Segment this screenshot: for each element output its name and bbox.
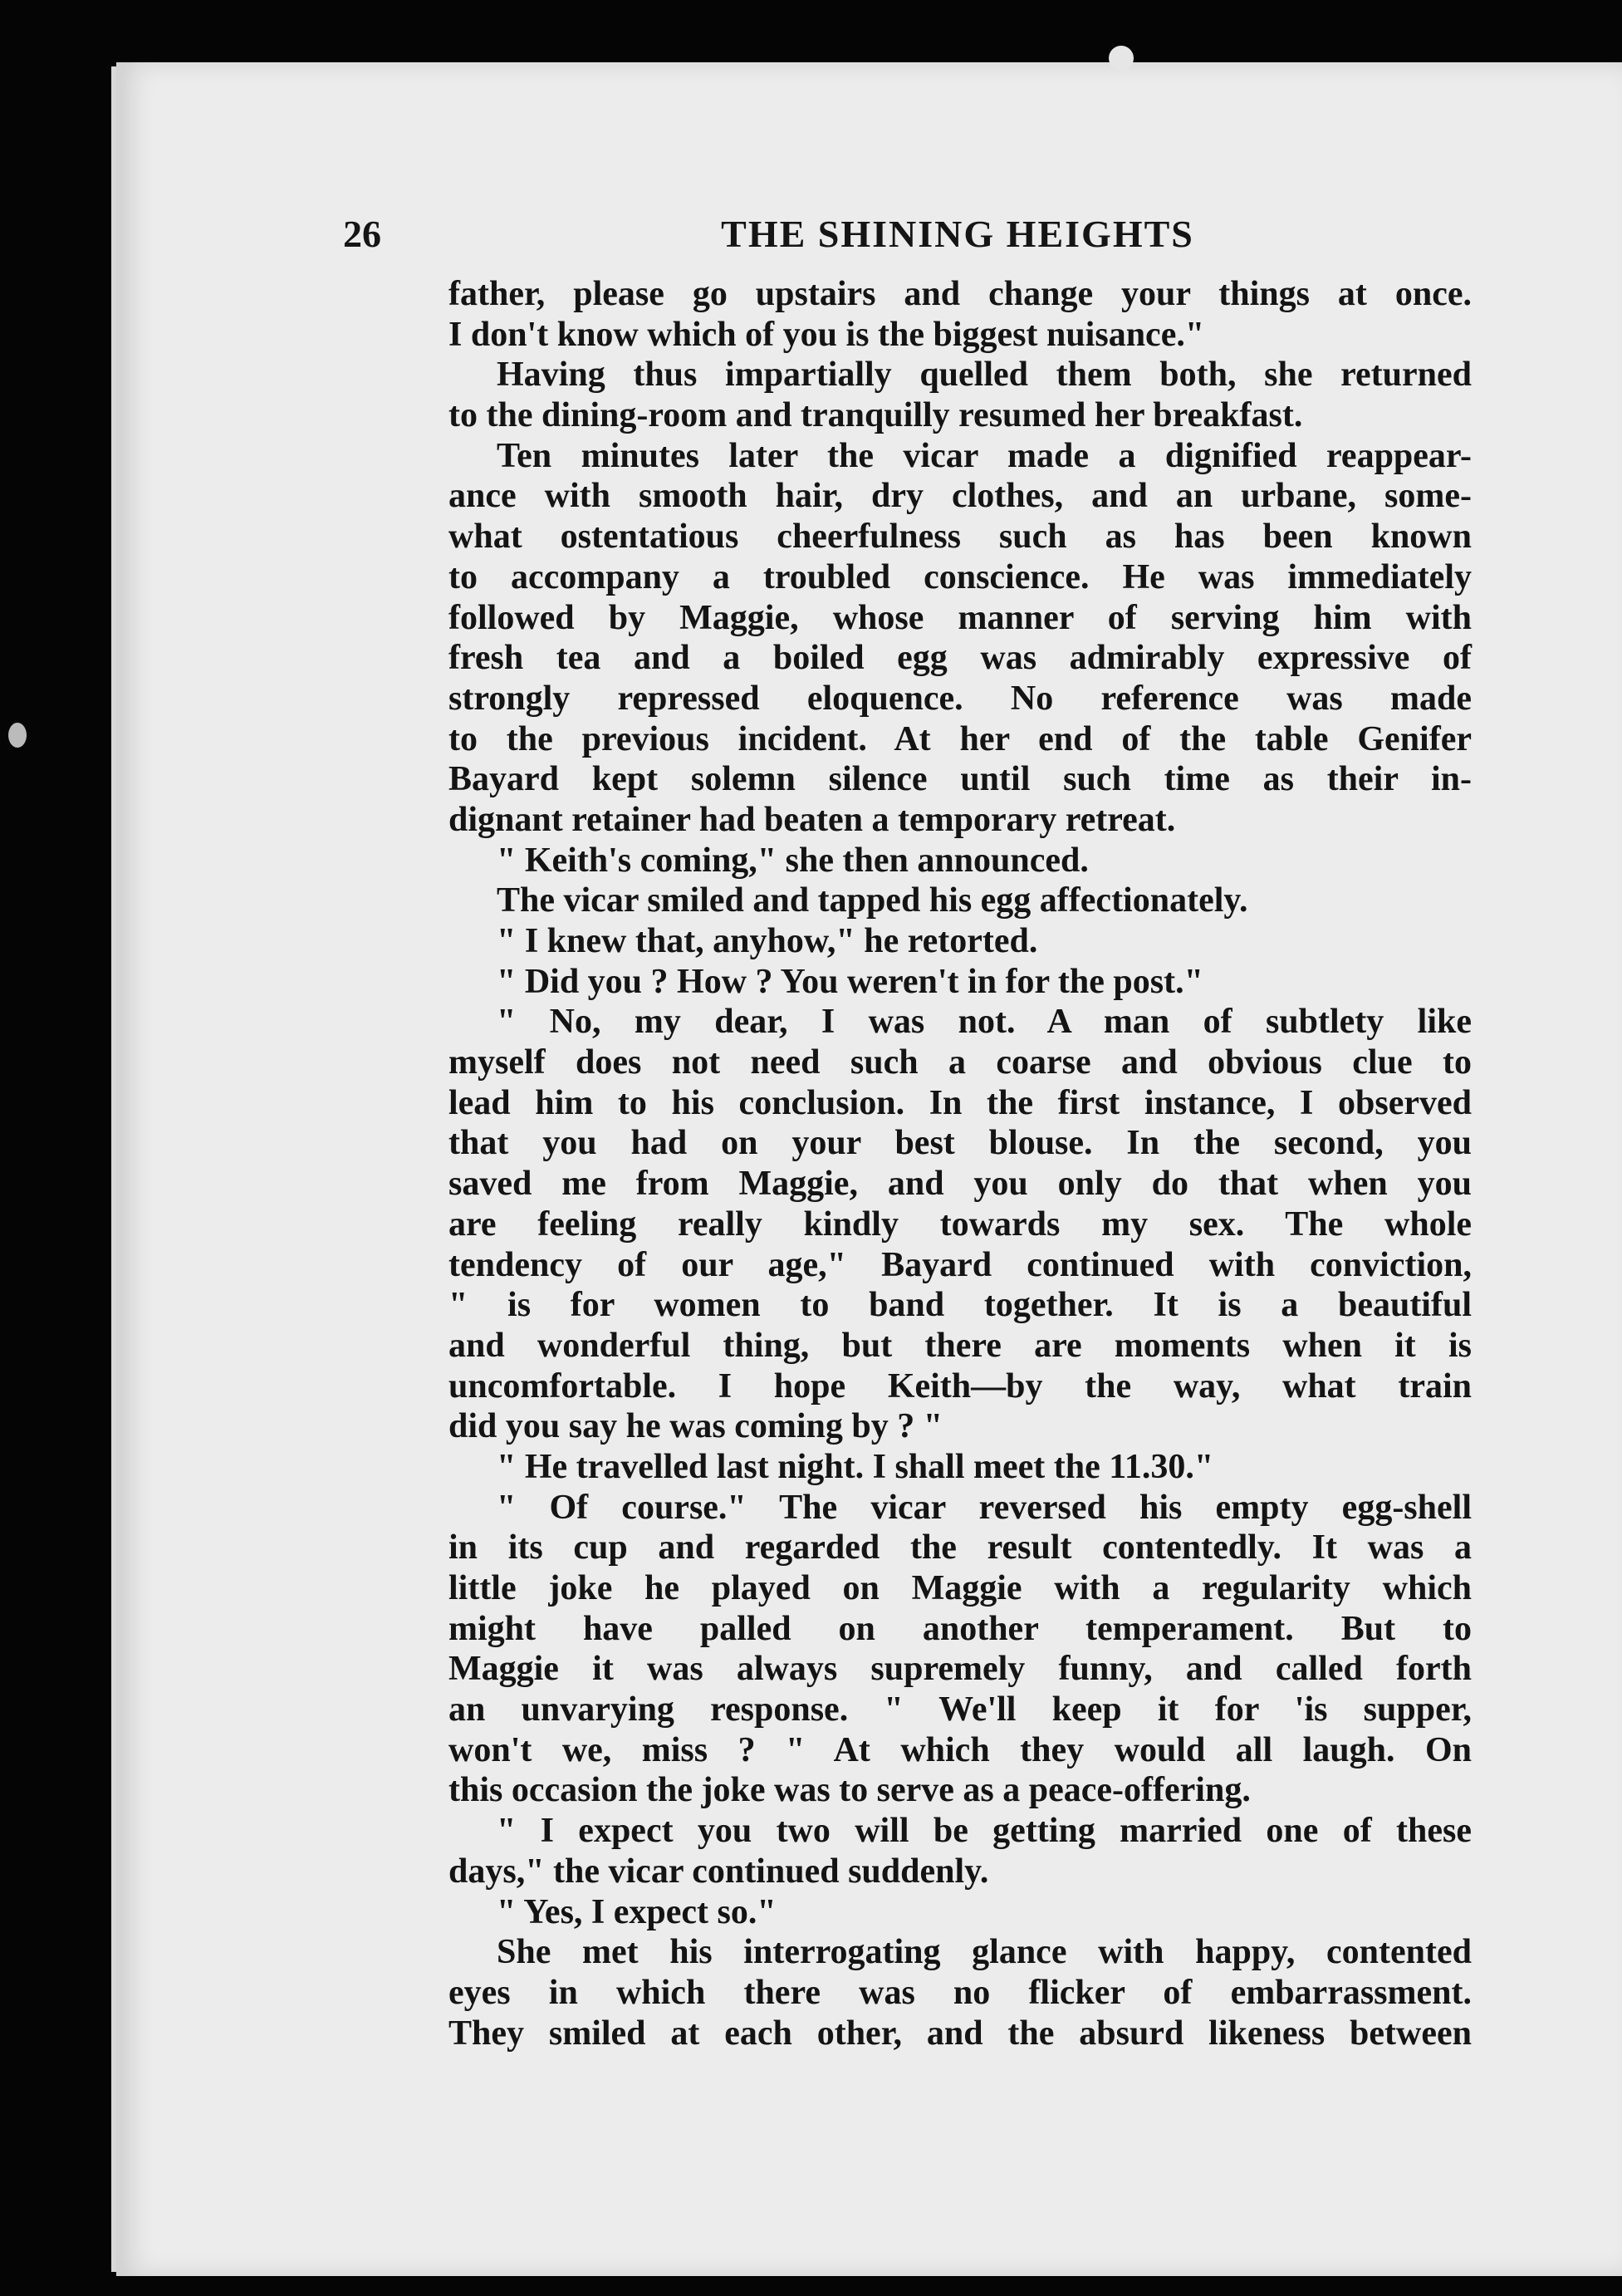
text-line: " Of course." The vicar reversed his empty egg-shell bbox=[497, 1488, 1472, 1527]
text-line: " I knew that, anyhow," he retorted. bbox=[497, 922, 1038, 960]
text-line: eyes in which there was no flicker of embarrassment. bbox=[448, 1973, 1472, 2012]
text-line: and wonderful thing, but there are moments when it is bbox=[448, 1326, 1472, 1365]
text-line: " is for women to band together. It is a beautiful bbox=[448, 1286, 1472, 1325]
text-line: " He travelled last night. I shall meet the 11.30." bbox=[497, 1447, 1214, 1486]
text-line: strongly repressed eloquence. No reference was made bbox=[448, 679, 1472, 718]
text-line: to accompany a troubled conscience. He was immediately bbox=[448, 557, 1472, 596]
text-line: followed by Maggie, whose manner of serving him with bbox=[448, 598, 1472, 637]
body-text bbox=[448, 274, 1472, 2053]
text-line: Bayard kept solemn silence until such time as their in- bbox=[448, 760, 1472, 799]
text-line: " Yes, I expect so." bbox=[497, 1892, 777, 1931]
text-line: I don't know which of you is the biggest nuisance." bbox=[448, 315, 1205, 354]
text-line: days," the vicar continued suddenly. bbox=[448, 1852, 989, 1891]
text-line: " No, my dear, I was not. A man of subtlety like bbox=[497, 1003, 1472, 1042]
text-line: saved me from Maggie, and you only do that when you bbox=[448, 1165, 1472, 1204]
text-line: in its cup and regarded the result contentedly. It was a bbox=[448, 1528, 1472, 1567]
text-line: They smiled at each other, and the absurd likeness between bbox=[448, 2014, 1472, 2053]
text-line: lead him to his conclusion. In the first instance, I observed bbox=[448, 1083, 1472, 1122]
text-line: myself does not need such a coarse and obvious clue to bbox=[448, 1043, 1472, 1082]
page-number: 26 bbox=[343, 213, 381, 255]
scan-speck bbox=[8, 723, 27, 748]
text-line: might have palled on another temperament. But to bbox=[448, 1609, 1472, 1648]
text-line: Ten minutes later the vicar made a dignified reappear- bbox=[497, 436, 1472, 475]
text-line: Maggie it was always supremely funny, and called forth bbox=[448, 1650, 1472, 1689]
text-line: Having thus impartially quelled them both, she returned bbox=[497, 356, 1472, 395]
scan-speck bbox=[1109, 46, 1134, 71]
text-line: what ostentatious cheerfulness such as has been known bbox=[448, 518, 1472, 557]
text-line: little joke he played on Maggie with a regularity which bbox=[448, 1569, 1472, 1607]
running-head: THE SHINING HEIGHTS bbox=[721, 213, 1194, 255]
text-line: ance with smooth hair, dry clothes, and an urbane, some- bbox=[448, 477, 1472, 516]
text-line: an unvarying response. " We'll keep it for 'is supper, bbox=[448, 1690, 1472, 1729]
text-line: fresh tea and a boiled egg was admirably expressive of bbox=[448, 639, 1472, 678]
text-line: won't we, miss ? " At which they would all laugh. On bbox=[448, 1730, 1472, 1769]
text-line: " Keith's coming," she then announced. bbox=[497, 841, 1089, 880]
text-line: dignant retainer had beaten a temporary retreat. bbox=[448, 800, 1176, 839]
text-line: did you say he was coming by ? " bbox=[448, 1407, 943, 1446]
text-line: She met his interrogating glance with happy, contented bbox=[497, 1933, 1472, 1972]
text-line: this occasion the joke was to serve as a peace-offering. bbox=[448, 1771, 1251, 1810]
text-line: uncomfortable. I hope Keith—by the way, what train bbox=[448, 1366, 1472, 1406]
text-line: are feeling really kindly towards my sex. The whole bbox=[448, 1204, 1472, 1244]
text-line: father, please go upstairs and change your things at once. bbox=[448, 275, 1472, 313]
text-line: to the dining-room and tranquilly resumed her breakfast. bbox=[448, 396, 1303, 435]
text-line: tendency of our age," Bayard continued with conviction, bbox=[448, 1245, 1472, 1284]
text-line: " Did you ? How ? You weren't in for the post." bbox=[497, 962, 1203, 1001]
page-header bbox=[343, 212, 1473, 278]
text-line: The vicar smiled and tapped his egg affectionately. bbox=[497, 881, 1248, 920]
text-line: " I expect you two will be getting married one of these bbox=[497, 1812, 1472, 1851]
text-line: that you had on your best blouse. In the second, you bbox=[448, 1124, 1472, 1163]
text-line: to the previous incident. At her end of the table Genifer bbox=[448, 719, 1472, 758]
